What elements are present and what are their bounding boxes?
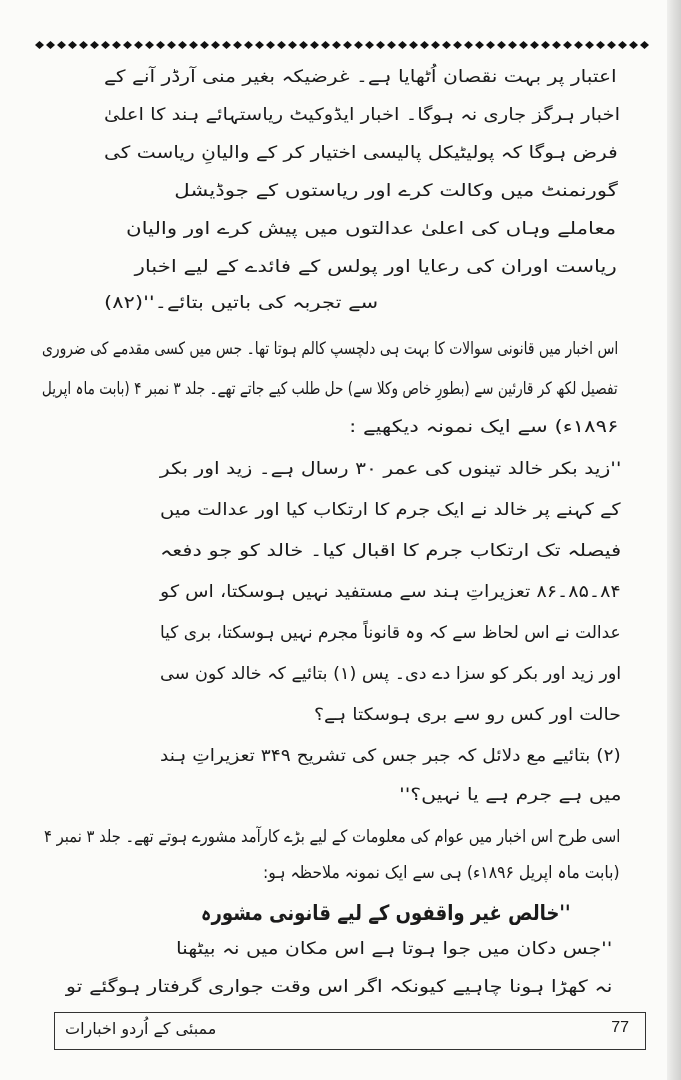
top-ornament — [34, 40, 650, 50]
text-line: حالت اور کس رو سے بری ہوسکتا ہے؟ — [314, 705, 621, 725]
text-line: معاملے وہاں کی اعلیٰ عدالتوں میں پیش کرے اور والیان — [125, 219, 616, 239]
text-line: تفصیل لکھ کر قارئین سے (بطورِ خاص وکلا سے) حل طلب کیے جاتے تھے۔ جلد ۳ نمبر ۴ (بابت ماہ اپریل — [42, 379, 618, 399]
text-line: (۲) بتائیے مع دلائل کہ جبر جس کی تشریح ۳۴۹ تعزیراتِ ہند — [160, 746, 621, 766]
text-line: اعتبار پر بہت نقصان اُٹھایا ہے۔ غرضیکہ بغیر منی آرڈر آنے کے — [104, 67, 617, 87]
text-line: کے کہنے پر خالد نے ایک جرم کا ارتکاب کیا اور عدالت میں — [160, 500, 621, 520]
text-line: (بابت ماہ اپریل ۱۸۹۶ء) ہی سے ایک نمونہ ملاحظہ ہو: — [263, 863, 620, 883]
page-number: 77 — [611, 1019, 629, 1036]
text-line: ۸۴۔۸۵۔۸۶ تعزیراتِ ہند سے مستفید نہیں ہوسکتا، اس کو — [160, 582, 621, 602]
text-line: اخبار ہرگز جاری نہ ہوگا۔ اخبار ایڈوکیٹ ریاستہائے ہند کا اعلیٰ — [103, 105, 620, 125]
page-footer — [54, 1012, 646, 1050]
text-line: میں ہے جرم ہے یا نہیں؟'' — [398, 785, 621, 805]
text-line: ''زید بکر خالد تینوں کی عمر ۳۰ رسال ہے۔ زید اور بکر — [159, 459, 621, 479]
text-line: عدالت نے اس لحاظ سے کہ وہ قانوناً مجرم نہیں ہوسکتا، بری کیا — [160, 623, 621, 643]
text-line: ''جس دکان میں جوا ہوتا ہے اس مکان میں نہ بیٹھنا — [175, 939, 612, 959]
text-line: اس اخبار میں قانونی سوالات کا بہت ہی دلچسپ کالم ہوتا تھا۔ جس میں کسی مقدمے کی ضروری — [41, 339, 618, 359]
text-line: فرض ہوگا کہ پولیٹیکل پالیسی اختیار کر کے والیانِ ریاست کی — [104, 143, 618, 163]
section-heading: ''خالص غیر واقفوں کے لیے قانونی مشورہ — [200, 901, 570, 925]
text-line: ۱۸۹۶ء) سے ایک نمونہ دیکھیے : — [348, 417, 618, 437]
page-edge — [667, 0, 681, 1080]
text-line: اسی طرح اس اخبار میں عوام کی معلومات کے لیے بڑے کارآمد مشورے ہوتے تھے۔ جلد ۳ نمبر ۴ — [43, 827, 620, 847]
text-line: گورنمنٹ میں وکالت کرے اور ریاستوں کے جوڈیشل — [174, 181, 618, 201]
text-line: نہ کھڑا ہونا چاہیے کیونکہ اگر اس وقت جواری گرفتار ہوگئے تو — [65, 977, 612, 997]
text-line: اور زید اور بکر کو سزا دے دی۔ پس (۱) بتائیے کہ خالد کون سی — [159, 664, 621, 684]
diamond-border — [34, 40, 650, 50]
text-line: سے تجربہ کی باتیں بتائے۔''(۸۲) — [103, 293, 378, 313]
text-line: ریاست اوران کی رعایا اور پولس کے فائدے کے لیے اخبار — [134, 257, 617, 277]
text-line: فیصلہ تک ارتکاب جرم کا اقبال کیا۔ خالد کو جو دفعہ — [159, 541, 621, 561]
book-title: ممبئی کے اُردو اخبارات — [65, 1019, 217, 1038]
